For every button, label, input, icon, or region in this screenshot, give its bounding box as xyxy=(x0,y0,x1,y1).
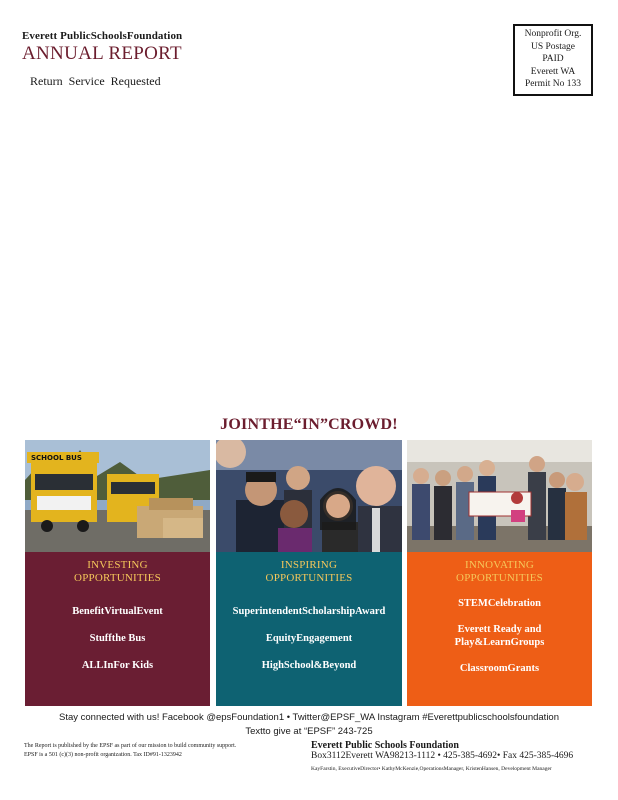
fine-print-line: The Report is published by the EPSF as part of our mission to build community support. xyxy=(24,743,237,749)
panel-title-line: INVESTING xyxy=(87,559,148,571)
list-item: ALLInFor Kids xyxy=(81,660,154,671)
social-links-text: Stay connected with us! Facebook @epsFoundation1 • Twitter@EPSF_WA Instagram #Everettpublicschoolsfoundation xyxy=(59,712,559,723)
investing-panel xyxy=(25,552,210,706)
panel-title-line: OPPORTUNITIES xyxy=(456,572,543,584)
bus-sign-text: SCHOOL BUS xyxy=(31,454,82,462)
panel-title-line: OPPORTUNITIES xyxy=(74,572,161,584)
panel-title-line: INNOVATING xyxy=(464,559,534,571)
return-service-text: Return Service Requested xyxy=(30,74,161,88)
footer-staff: KayFarstin, ExecutiveDirector• KathyMcKenzie,OperationsManager, KristenHansen, Development Manager xyxy=(311,766,552,772)
headline: JOINTHE“IN”CROWD! xyxy=(220,416,398,433)
panel-title-line: INSPIRING xyxy=(280,559,338,571)
list-item: Everett Ready and xyxy=(457,624,542,635)
inspiring-panel xyxy=(216,552,402,706)
postage-line: US Postage xyxy=(530,41,576,52)
inspiring-title xyxy=(216,552,402,585)
inspiring-items xyxy=(216,605,402,672)
innovating-column xyxy=(407,440,592,706)
innovating-title xyxy=(407,552,592,585)
students-photo xyxy=(216,440,402,552)
innovating-items xyxy=(407,597,592,675)
innovating-panel xyxy=(407,552,592,706)
postage-indicia xyxy=(513,24,593,96)
list-item: BenefitVirtualEvent xyxy=(72,606,163,617)
inspiring-column xyxy=(216,440,402,706)
org-name: Everett PublicSchoolsFoundation xyxy=(22,30,183,42)
fine-print-line: EPSF is a 501 (c)(3) non-profit organization. Tax ID#91-1323942 xyxy=(24,752,182,758)
text-to-give: Textto give at “EPSF” 243-725 xyxy=(245,726,373,737)
list-item: HighSchool&Beyond xyxy=(261,660,357,671)
list-item: Stuffthe Bus xyxy=(89,633,146,644)
footer-address: Box3112Everett WA98213-1112 • 425-385-4692• Fax 425-385-4696 xyxy=(311,751,574,761)
investing-title xyxy=(25,552,210,585)
check-presentation-photo xyxy=(407,440,592,552)
investing-column xyxy=(25,440,210,706)
list-item: STEMCelebration xyxy=(458,598,541,609)
postage-line: PAID xyxy=(542,54,564,64)
postage-line: Permit No 133 xyxy=(525,79,581,89)
school-bus-photo xyxy=(25,440,210,552)
publication-note xyxy=(24,742,236,760)
report-title: ANNUAL REPORT xyxy=(22,43,182,64)
footer-org-name: Everett Public Schools Foundation xyxy=(311,740,459,751)
investing-items xyxy=(25,605,210,672)
postage-line: Everett WA xyxy=(530,66,576,77)
list-item: Play&LearnGroups xyxy=(454,637,545,648)
list-item: ClassroomGrants xyxy=(459,663,540,674)
postage-line: Nonprofit Org. xyxy=(524,29,582,39)
list-item: EquityEngagement xyxy=(265,633,353,644)
list-item: SuperintendentScholarshipAward xyxy=(232,606,386,617)
panel-title-line: OPPORTUNITIES xyxy=(265,572,353,584)
